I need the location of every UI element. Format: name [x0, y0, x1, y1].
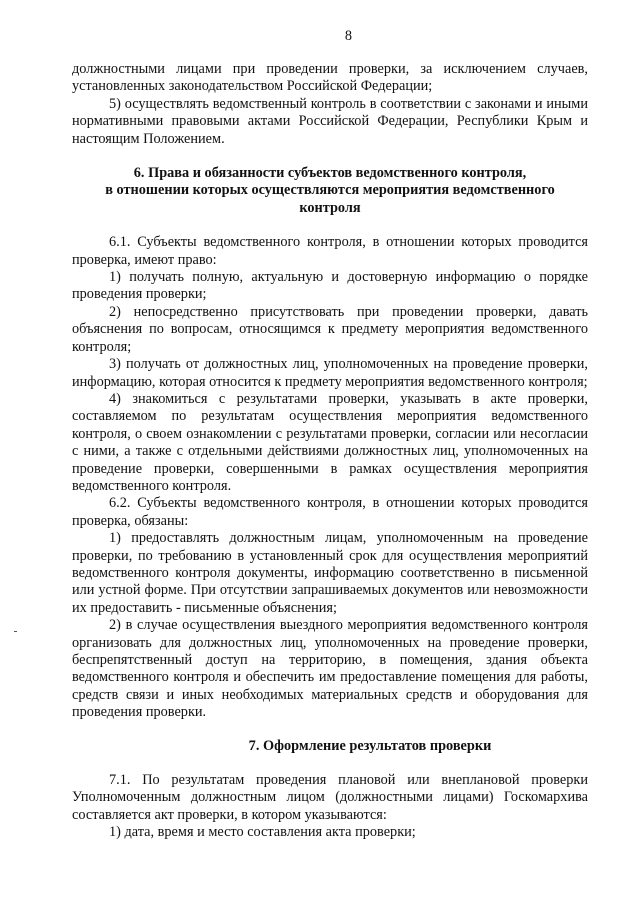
clause-6-2-item-2: 2) в случае осуществления выездного мероприятия ведомственного контроля организовать для должностных лиц, уполномоченных на проведение проверки, беспрепятственный доступ на территорию, в помещения, здания объекта ведомственного контроля и обеспечить им предоставление помещения для работы, средств связи и иных необходимых материальных средств и оборудования для проведения проверки. [72, 617, 588, 721]
clause-6-1-item-4: 4) знакомиться с результатами проверки, указывать в акте проверки, составляемом по результатам осуществления мероприятия ведомственного контроля, о своем ознакомлении с результатами проверки, согласии или несогласии с ними, а также с отдельными действиями должностных лиц, уполномоченных на проведение проверки, совершенными в рамках осуществления мероприятия ведомственного контроля. [72, 390, 588, 494]
clause-6-1-item-2: 2) непосредственно присутствовать при проведении проверки, давать объяснения по вопросам, относящимся к предмету мероприятия ведомственного контроля; [72, 303, 588, 355]
clause-6-1: 6.1. Субъекты ведомственного контроля, в отношении которых проводится проверка, имеют право: [72, 234, 588, 268]
margin-mark [14, 631, 17, 632]
section-7-heading: 7. Оформление результатов проверки [248, 737, 492, 754]
section-6-heading-line-2: в отношении которых осуществляются мероприятия ведомственного [105, 182, 555, 199]
clause-6-2-item-1: 1) предоставлять должностным лицам, уполномоченным на проведение проверки, по требованию в установленный срок для осуществления мероприятий ведомственного контроля документы, информацию соответственно в письменной или устной форме. При отсутствии запрашиваемых документов или невозможности их предоставить - письменные объяснения; [72, 530, 588, 616]
intro-paragraph-2: 5) осуществлять ведомственный контроль в соответствии с законами и иными нормативными правовыми актами Российской Федерации, Республики Крым и настоящим Положением. [72, 95, 588, 147]
clause-7-1: 7.1. По результатам проведения плановой или внеплановой проверки Уполномоченным должностным лицом (должностными лицами) Госкомархива составляется акт проверки, в котором указываются: [72, 772, 588, 823]
section-6-heading-line-1: 6. Права и обязанности субъектов ведомственного контроля, [133, 165, 527, 182]
section-6-heading-line-3: контроля [299, 199, 361, 216]
clause-6-1-item-1: 1) получать полную, актуальную и достоверную информацию о порядке проведения проверки; [72, 269, 588, 303]
clause-6-1-item-3: 3) получать от должностных лиц, уполномоченных на проведение проверки, информацию, которая относится к предмету мероприятия ведомственного контроля; [72, 356, 588, 390]
section-6-heading [72, 165, 588, 217]
intro-paragraph-1: должностными лицами при проведении проверки, за исключением случаев, установленных законодательством Российской Федерации; [72, 61, 588, 95]
page-number: 8 [344, 28, 353, 44]
clause-6-2: 6.2. Субъекты ведомственного контроля, в отношении которых проводится проверка, обязаны: [72, 495, 588, 529]
clause-7-1-item-1: 1) дата, время и место составления акта проверки; [109, 824, 416, 841]
document-page [72, 28, 588, 842]
